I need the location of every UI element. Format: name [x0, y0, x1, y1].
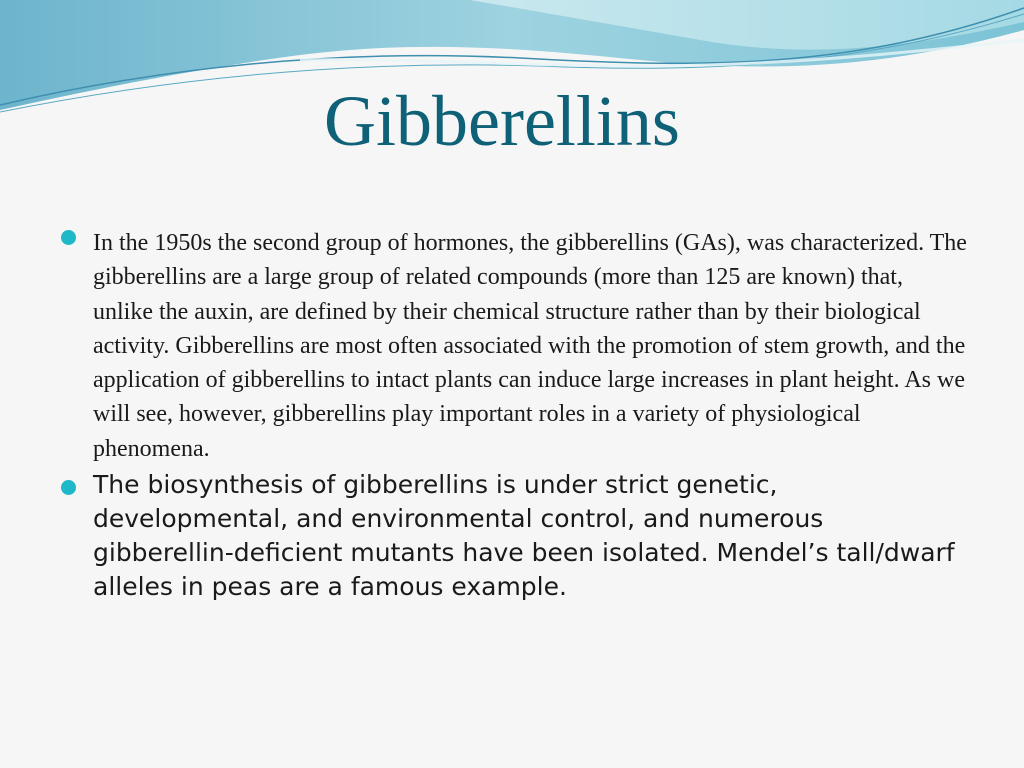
bullet-dot-icon [61, 230, 76, 245]
bullet-text: The biosynthesis of gibberellins is under strict genetic, developmental, and environmental control, and numerous gibberellin-deficient mutants have been isolated. Mendel’s tall/dwarf alleles in peas are a famous example. [93, 470, 955, 602]
bullet-item [58, 226, 968, 466]
bullet-dot-icon [61, 480, 76, 495]
bullet-item [58, 468, 968, 604]
slide-title: Gibberellins [324, 81, 680, 161]
bullet-list [58, 226, 968, 604]
bullet-text: In the 1950s the second group of hormones, the gibberellins (GAs), was characterized. The gibberellins are a large group of related compounds (more than 125 are known) that, unlike the auxin, are defined by their chemical structure rather than by their biological activity. Gibberellins are most often associated with the promotion of stem growth, and the application of gibberellins to intact plants can induce large increases in plant height. As we will see, however, gibberellins play important roles in a variety of physiological phenomena. [93, 230, 967, 462]
